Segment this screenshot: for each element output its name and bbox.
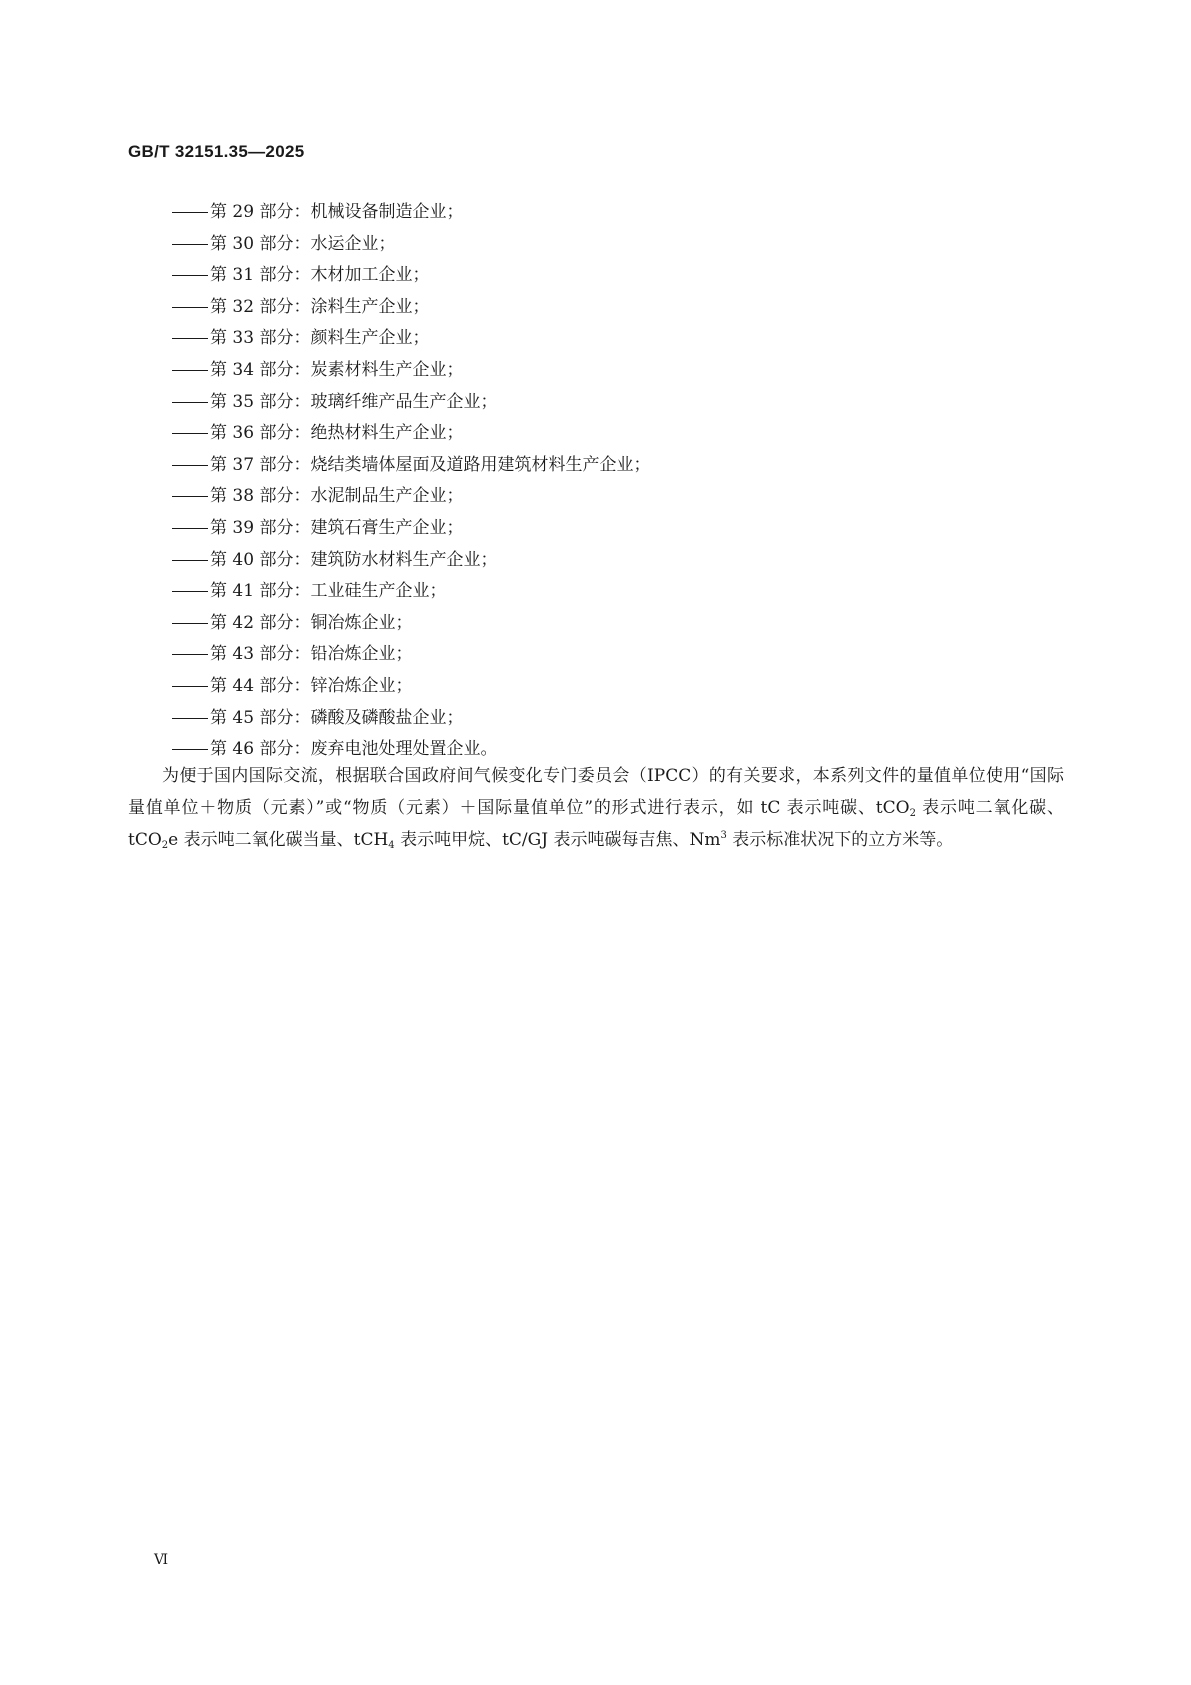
- part-end-punct: 。: [480, 739, 498, 760]
- part-name: 烧结类墙体屋面及道路用建筑材料生产企业: [310, 454, 634, 475]
- list-item: 第 42 部分：铜冶炼企业；: [172, 608, 650, 640]
- part-end-punct: ；: [446, 486, 464, 507]
- superscript-3: 3: [720, 829, 727, 841]
- part-number: 第 30 部分: [210, 233, 294, 254]
- part-name: 炭素材料生产企业: [310, 359, 447, 380]
- em-dash-mark: [172, 275, 208, 276]
- part-name: 铜冶炼企业: [310, 612, 396, 633]
- part-end-punct: ；: [395, 612, 413, 633]
- parts-list: [172, 197, 650, 766]
- list-item: 第 31 部分：木材加工企业；: [172, 260, 650, 292]
- list-item: 第 30 部分：水运企业；: [172, 229, 650, 261]
- standard-code: GB/T 32151.35—2025: [128, 142, 305, 161]
- part-end-punct: ；: [395, 644, 413, 665]
- part-name: 水泥制品生产企业: [310, 486, 447, 507]
- subscript-4: 4: [388, 839, 395, 851]
- list-item: 第 39 部分：建筑石膏生产企业；: [172, 513, 650, 545]
- em-dash-mark: [172, 654, 208, 655]
- part-end-punct: ；: [480, 391, 498, 412]
- part-end-punct: ；: [446, 423, 464, 444]
- part-number: 第 32 部分: [210, 296, 294, 317]
- em-dash-mark: [172, 749, 208, 750]
- part-number: 第 31 部分: [210, 265, 294, 286]
- part-name: 水运企业: [310, 233, 379, 254]
- units-paragraph: [128, 761, 1064, 856]
- list-item: 第 38 部分：水泥制品生产企业；: [172, 481, 650, 513]
- part-name: 锌冶炼企业: [310, 675, 396, 696]
- em-dash-mark: [172, 212, 208, 213]
- part-name: 建筑石膏生产企业: [310, 517, 447, 538]
- part-number: 第 38 部分: [210, 486, 294, 507]
- part-number: 第 40 部分: [210, 549, 294, 570]
- em-dash-mark: [172, 623, 208, 624]
- part-number: 第 43 部分: [210, 644, 294, 665]
- part-end-punct: ；: [412, 296, 430, 317]
- em-dash-mark: [172, 560, 208, 561]
- subscript-2: 2: [161, 839, 169, 851]
- list-item: 第 33 部分：颜料生产企业；: [172, 323, 650, 355]
- list-item: 第 40 部分：建筑防水材料生产企业；: [172, 545, 650, 577]
- part-name: 涂料生产企业: [310, 296, 413, 317]
- paragraph-text-2: 表示吨二氧化碳、tCO: [128, 797, 1064, 850]
- part-number: 第 44 部分: [210, 675, 294, 696]
- part-end-punct: ；: [429, 581, 447, 602]
- em-dash-mark: [172, 307, 208, 308]
- list-item: 第 46 部分：废弃电池处理处置企业。: [172, 734, 650, 766]
- part-name: 磷酸及磷酸盐企业: [310, 707, 447, 728]
- em-dash-mark: [172, 338, 208, 339]
- em-dash-mark: [172, 465, 208, 466]
- list-item: 第 32 部分：涂料生产企业；: [172, 292, 650, 324]
- list-item: 第 36 部分：绝热材料生产企业；: [172, 418, 650, 450]
- part-name: 铅冶炼企业: [310, 644, 396, 665]
- part-number: 第 41 部分: [210, 581, 294, 602]
- em-dash-mark: [172, 591, 208, 592]
- part-end-punct: ；: [480, 549, 498, 570]
- list-item: 第 44 部分：锌冶炼企业；: [172, 671, 650, 703]
- part-name: 机械设备制造企业: [310, 202, 447, 222]
- paragraph-text-5: 表示标准状况下的立方米等。: [726, 829, 954, 850]
- part-number: 第 37 部分: [210, 454, 294, 475]
- part-number: 第 46 部分: [210, 739, 294, 760]
- list-item: 第 43 部分：铅冶炼企业；: [172, 639, 650, 671]
- part-end-punct: ；: [446, 202, 464, 222]
- part-name: 木材加工企业: [310, 265, 413, 286]
- part-number: 第 42 部分: [210, 612, 294, 633]
- part-number: 第 35 部分: [210, 391, 294, 412]
- part-number: 第 45 部分: [210, 707, 294, 728]
- paragraph-text-3: e 表示吨二氧化碳当量、tCH: [168, 829, 389, 850]
- em-dash-mark: [172, 718, 208, 719]
- part-end-punct: ；: [412, 265, 430, 286]
- part-end-punct: ；: [446, 517, 464, 538]
- part-end-punct: ；: [446, 707, 464, 728]
- part-number: 第 39 部分: [210, 517, 294, 538]
- part-end-punct: ；: [378, 233, 396, 254]
- list-item: 第 34 部分：炭素材料生产企业；: [172, 355, 650, 387]
- part-name: 颜料生产企业: [310, 328, 413, 349]
- em-dash-mark: [172, 686, 208, 687]
- page-number: Ⅵ: [154, 1553, 169, 1568]
- subscript-2: 2: [909, 807, 916, 819]
- list-item: 第 37 部分：烧结类墙体屋面及道路用建筑材料生产企业；: [172, 450, 650, 482]
- em-dash-mark: [172, 402, 208, 403]
- paragraph-text-1: 为便于国内国际交流，根据联合国政府间气候变化专门委员会（IPCC）的有关要求，本系列文件的量值单位使用“国际量值单位＋物质（元素）”或“物质（元素）＋国际量值单位”的形式进行表示，如 tC 表示吨碳、tCO: [128, 766, 1064, 818]
- part-end-punct: ；: [446, 359, 464, 380]
- part-number: 第 29 部分: [210, 202, 294, 222]
- em-dash-mark: [172, 496, 208, 497]
- part-name: 废弃电池处理处置企业: [310, 739, 481, 760]
- part-end-punct: ；: [395, 675, 413, 696]
- part-name: 工业硅生产企业: [310, 581, 430, 602]
- part-number: 第 34 部分: [210, 359, 294, 380]
- part-name: 绝热材料生产企业: [310, 423, 447, 444]
- paragraph-text-4: 表示吨甲烷、tC/GJ 表示吨碳每吉焦、Nm: [394, 829, 721, 850]
- em-dash-mark: [172, 528, 208, 529]
- em-dash-mark: [172, 433, 208, 434]
- part-end-punct: ；: [412, 328, 430, 349]
- part-end-punct: ；: [633, 454, 651, 475]
- part-number: 第 36 部分: [210, 423, 294, 444]
- em-dash-mark: [172, 244, 208, 245]
- list-item: 第 29 部分：机械设备制造企业；: [172, 197, 650, 229]
- em-dash-mark: [172, 370, 208, 371]
- list-item: 第 45 部分：磷酸及磷酸盐企业；: [172, 703, 650, 735]
- list-item: 第 41 部分：工业硅生产企业；: [172, 576, 650, 608]
- part-number: 第 33 部分: [210, 328, 294, 349]
- part-name: 建筑防水材料生产企业: [310, 549, 481, 570]
- list-item: 第 35 部分：玻璃纤维产品生产企业；: [172, 387, 650, 419]
- part-name: 玻璃纤维产品生产企业: [310, 391, 481, 412]
